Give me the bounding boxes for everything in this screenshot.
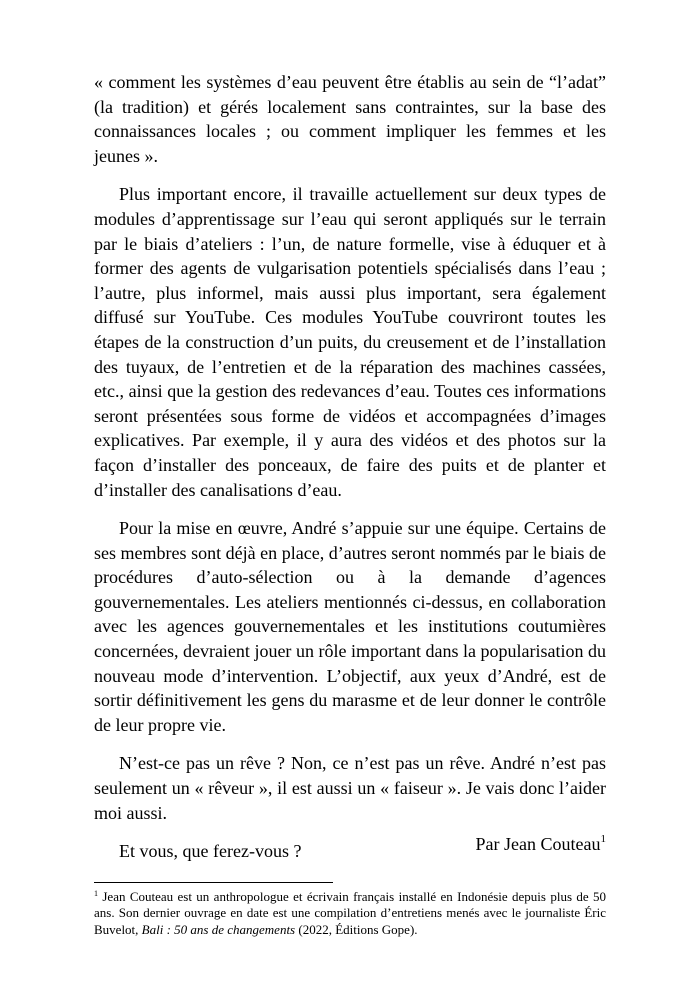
body-text	[94, 70, 606, 878]
paragraph-youtube-modules: Plus important encore, il travaille actuellement sur deux types de modules d’apprentissage sur l’eau qui seront appliqués sur le terrain par le biais d’ateliers : l’un, de nature formelle, vise à éduquer et à former des agents de vulgarisation potentiels spécialisés dans l’eau ; l’autre, plus informel, mais aussi plus important, sera également diffusé sur YouTube. Ces modules YouTube couvriront toutes les étapes de la construction d’un puits, du creusement et de l’installation des tuyaux, de l’entretien et de la réparation des machines cassées, etc., ainsi que la gestion des redevances d’eau. Toutes ces informations seront présentées sous forme de vidéos et accompagnées d’images explicatives. Par exemple, il y aura des vidéos et des photos sur la façon d’installer des ponceaux, de faire des puits et de planter et d’installer des canalisations d’eau.	[94, 184, 606, 500]
footnote-publication: (2022, Éditions Gope).	[295, 921, 418, 937]
footnote-mark: 1	[94, 889, 98, 898]
footnote-separator	[94, 882, 333, 883]
paragraph-continued: « comment les systèmes d’eau peuvent être établis au sein de “l’adat” (la tradition) et gérés localement sans contraintes, sur la base des connaissances locales ; ou comment impliquer les femmes et les jeunes ».	[94, 72, 606, 166]
paragraph-team: Pour la mise en œuvre, André s’appuie sur une équipe. Certains de ses membres sont déjà en place, d’autres seront nommés par le biais de procédures d’auto-sélection ou à la demande d’agences gouvernementales. Les ateliers mentionnés ci-dessus, en collaboration avec les agences gouvernementales et les institutions coutumières concernées, devraient jouer un rôle important dans la popularisation du nouveau mode d’intervention. L’objectif, aux yeux d’André, est de sortir définitivement les gens du marasme et de leur donner le contrôle de leur propre vie.	[94, 518, 606, 735]
footnote	[94, 889, 606, 938]
signature-text: Par Jean Couteau	[475, 834, 601, 854]
footnote-reference[interactable]: 1	[600, 833, 606, 845]
footnote-book-title: Bali : 50 ans de changements	[141, 921, 296, 937]
paragraph-question: Et vous, que ferez-vous ?	[119, 841, 302, 862]
author-signature	[94, 832, 606, 856]
paragraph-dream: N’est-ce pas un rêve ? Non, ce n’est pas un rêve. André n’est pas seulement un « rêveur », il est aussi un « faiseur ». Je vais donc l’aider moi aussi.	[94, 753, 606, 823]
footnote-text: Jean Couteau est un anthropologue et écrivain français installé en Indonésie depuis plus de 50 ans. Son dernier ouvrage en date est une compilation d’entretiens menés avec le journaliste Éric Buvelot,	[94, 889, 606, 937]
